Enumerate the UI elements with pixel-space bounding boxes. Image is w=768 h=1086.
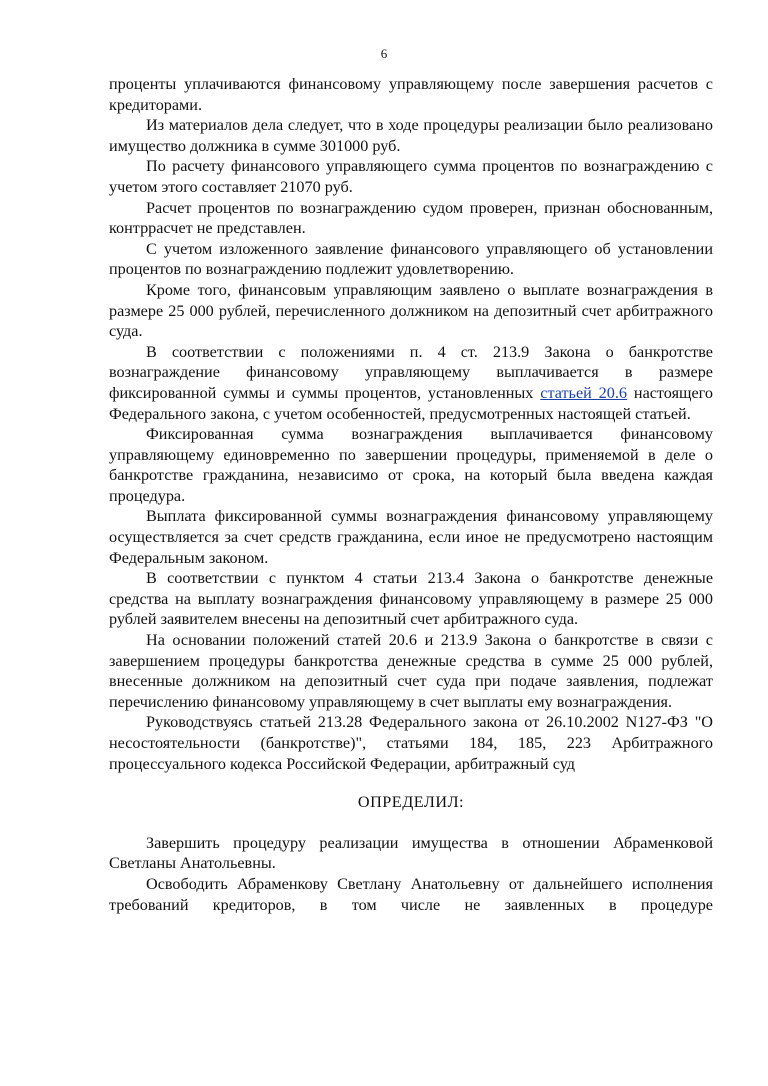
law-article-link[interactable]: статьей 20.6 (540, 383, 628, 402)
paragraph-text: настоящего Федерального закона, с учетом особенностей, предусмотренных настоящей статьей. (109, 383, 714, 423)
paragraph: Из материалов дела следует, что в ходе процедуры реализации было реализовано имущество должника в сумме 301000 руб. (109, 116, 713, 155)
paragraph: На основании положений статей 20.6 и 213.9 Закона о банкротстве в связи с завершением процедуры банкротства денежные средства в сумме 25 000 рублей, внесенные должником на депозитный счет суда при подаче заявления, подлежат перечислению финансовому управляющему в счет выплаты ему вознаграждения. (109, 631, 713, 711)
paragraph: Руководствуясь статьей 213.28 Федерального закона от 26.10.2002 N127-ФЗ "О несостоятельности (банкротстве)", статьями 184, 185, 223 Арбитражного процессуального кодекса Российской Федерации, арбитражный суд (109, 713, 713, 773)
page-number: 6 (380, 46, 388, 61)
paragraph: Кроме того, финансовым управляющим заявлено о выплате вознаграждения в размере 25 000 рублей, перечисленного должником на депозитный счет арбитражного суда. (109, 280, 713, 341)
paragraph-text: В соответствии с положениями п. 4 ст. 213.9 Закона о банкротстве вознаграждение финансовому управляющему выплачивается в размере фиксированной суммы и суммы процентов, установленных (109, 342, 713, 402)
paragraph: Расчет процентов по вознаграждению судом проверен, признан обоснованным, контррасчет не представлен. (109, 198, 713, 238)
paragraph: Освободить Абраменкову Светлану Анатольевну от дальнейшего исполнения требований кредиторов, в том числе не заявленных в процедуре (109, 874, 713, 914)
ruling-heading: ОПРЕДЕЛИЛ: (357, 793, 465, 812)
paragraph: Выплата фиксированной суммы вознаграждения финансовому управляющему осуществляется за счет средств гражданина, если иное не предусмотрено настоящим Федеральным законом. (109, 507, 713, 567)
paragraph: В соответствии с пунктом 4 статьи 213.4 Закона о банкротстве денежные средства на выплату вознаграждения финансовому управляющему в размере 25 000 рублей заявителем внесены на депозитный счет арбитражного суда. (109, 569, 713, 629)
paragraph: Завершить процедуру реализации имущества в отношении Абраменковой Светланы Анатольевны. (109, 833, 713, 873)
paragraph-with-link (109, 342, 713, 424)
paragraph: Фиксированная сумма вознаграждения выплачивается финансовому управляющему единовременно по завершении процедуры, применяемой в деле о банкротстве гражданина, независимо от срока, на который была введена каждая процедура. (109, 425, 713, 505)
paragraph: С учетом изложенного заявление финансового управляющего об установлении процентов по вознаграждению подлежит удовлетворению. (109, 239, 713, 279)
paragraph: По расчету финансового управляющего сумма процентов по вознаграждению с учетом этого составляет 21070 руб. (109, 157, 713, 196)
paragraph: проценты уплачиваются финансовому управляющему после завершения расчетов с кредиторами. (109, 75, 713, 114)
document-body (109, 74, 713, 915)
